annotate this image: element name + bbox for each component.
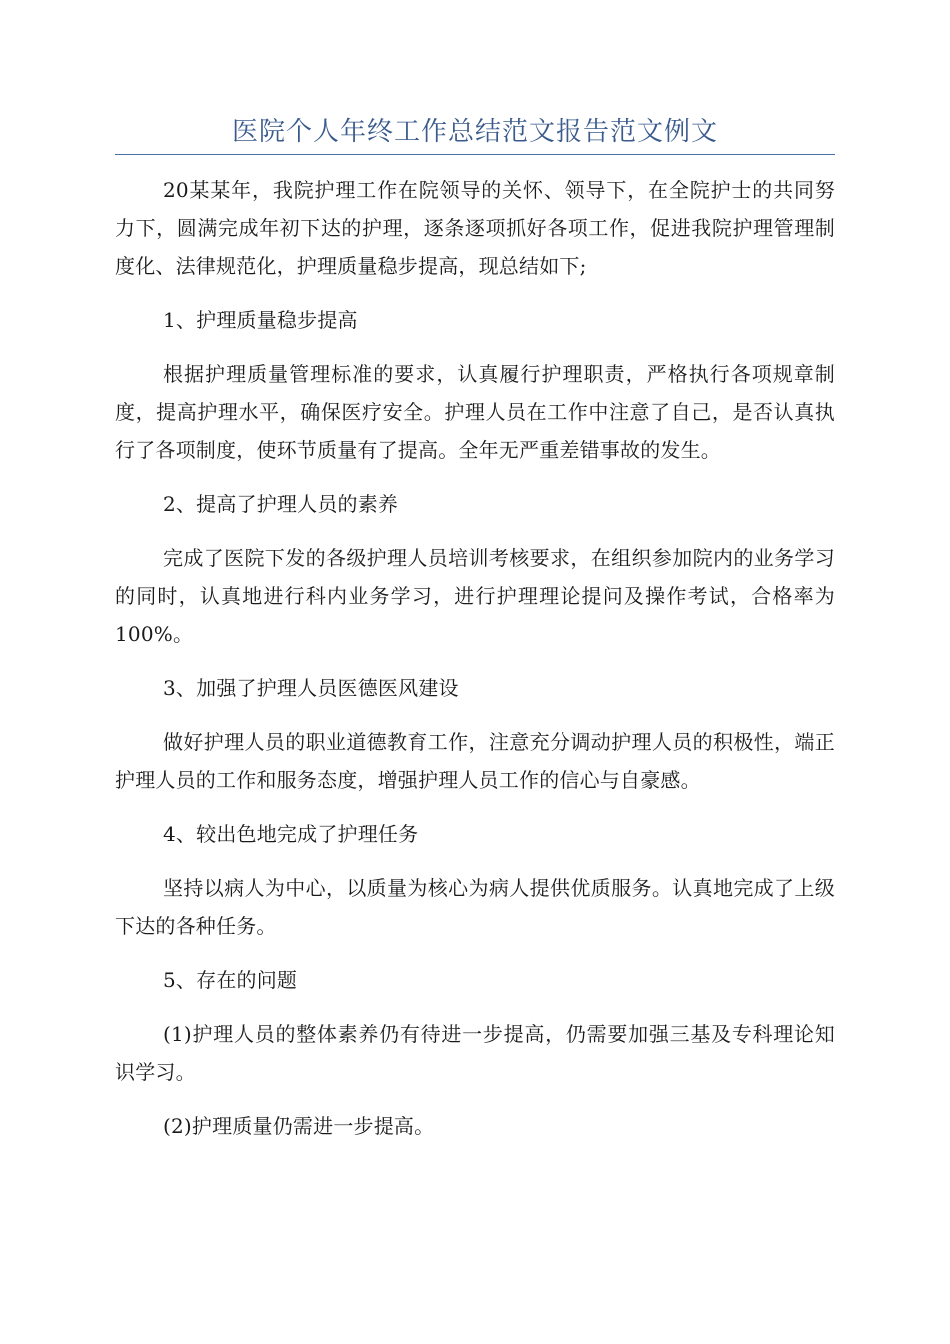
title-underline: [115, 154, 835, 155]
document-title: 医院个人年终工作总结范文报告范文例文: [231, 117, 718, 147]
intro-paragraph: 20某某年，我院护理工作在院领导的关怀、领导下，在全院护士的共同努力下，圆满完成年初下达的护理，逐条逐项抓好各项工作，促进我院护理管理制度化、法律规范化，护理质量稳步提高，现总结如下;: [115, 178, 835, 278]
section-heading-4: 4、较出色地完成了护理任务: [163, 822, 419, 846]
problem-item-1: (1)护理人员的整体素养仍有待进一步提高，仍需要加强三基及专科理论知识学习。: [115, 1022, 835, 1084]
section-paragraph-1: 根据护理质量管理标准的要求，认真履行护理职责，严格执行各项规章制度，提高护理水平，确保医疗安全。护理人员在工作中注意了自己，是否认真执行了各项制度，使环节质量有了提高。全年无严重差错事故的发生。: [115, 362, 835, 462]
section-heading-1: 1、护理质量稳步提高: [163, 308, 358, 332]
document-body: [115, 171, 835, 1145]
section-paragraph-4: 坚持以病人为中心，以质量为核心为病人提供优质服务。认真地完成了上级下达的各种任务。: [115, 876, 835, 938]
section-heading-5: 5、存在的问题: [163, 968, 298, 992]
section-heading-3: 3、加强了护理人员医德医风建设: [163, 676, 459, 700]
section-paragraph-2: 完成了医院下发的各级护理人员培训考核要求，在组织参加院内的业务学习的同时，认真地进行科内业务学习，进行护理理论提问及操作考试，合格率为100%。: [115, 546, 835, 646]
section-heading-2: 2、提高了护理人员的素养: [163, 492, 399, 516]
section-paragraph-3: 做好护理人员的职业道德教育工作，注意充分调动护理人员的积极性，端正护理人员的工作和服务态度，增强护理人员工作的信心与自豪感。: [115, 730, 835, 792]
problem-item-2: (2)护理质量仍需进一步提高。: [163, 1114, 435, 1138]
